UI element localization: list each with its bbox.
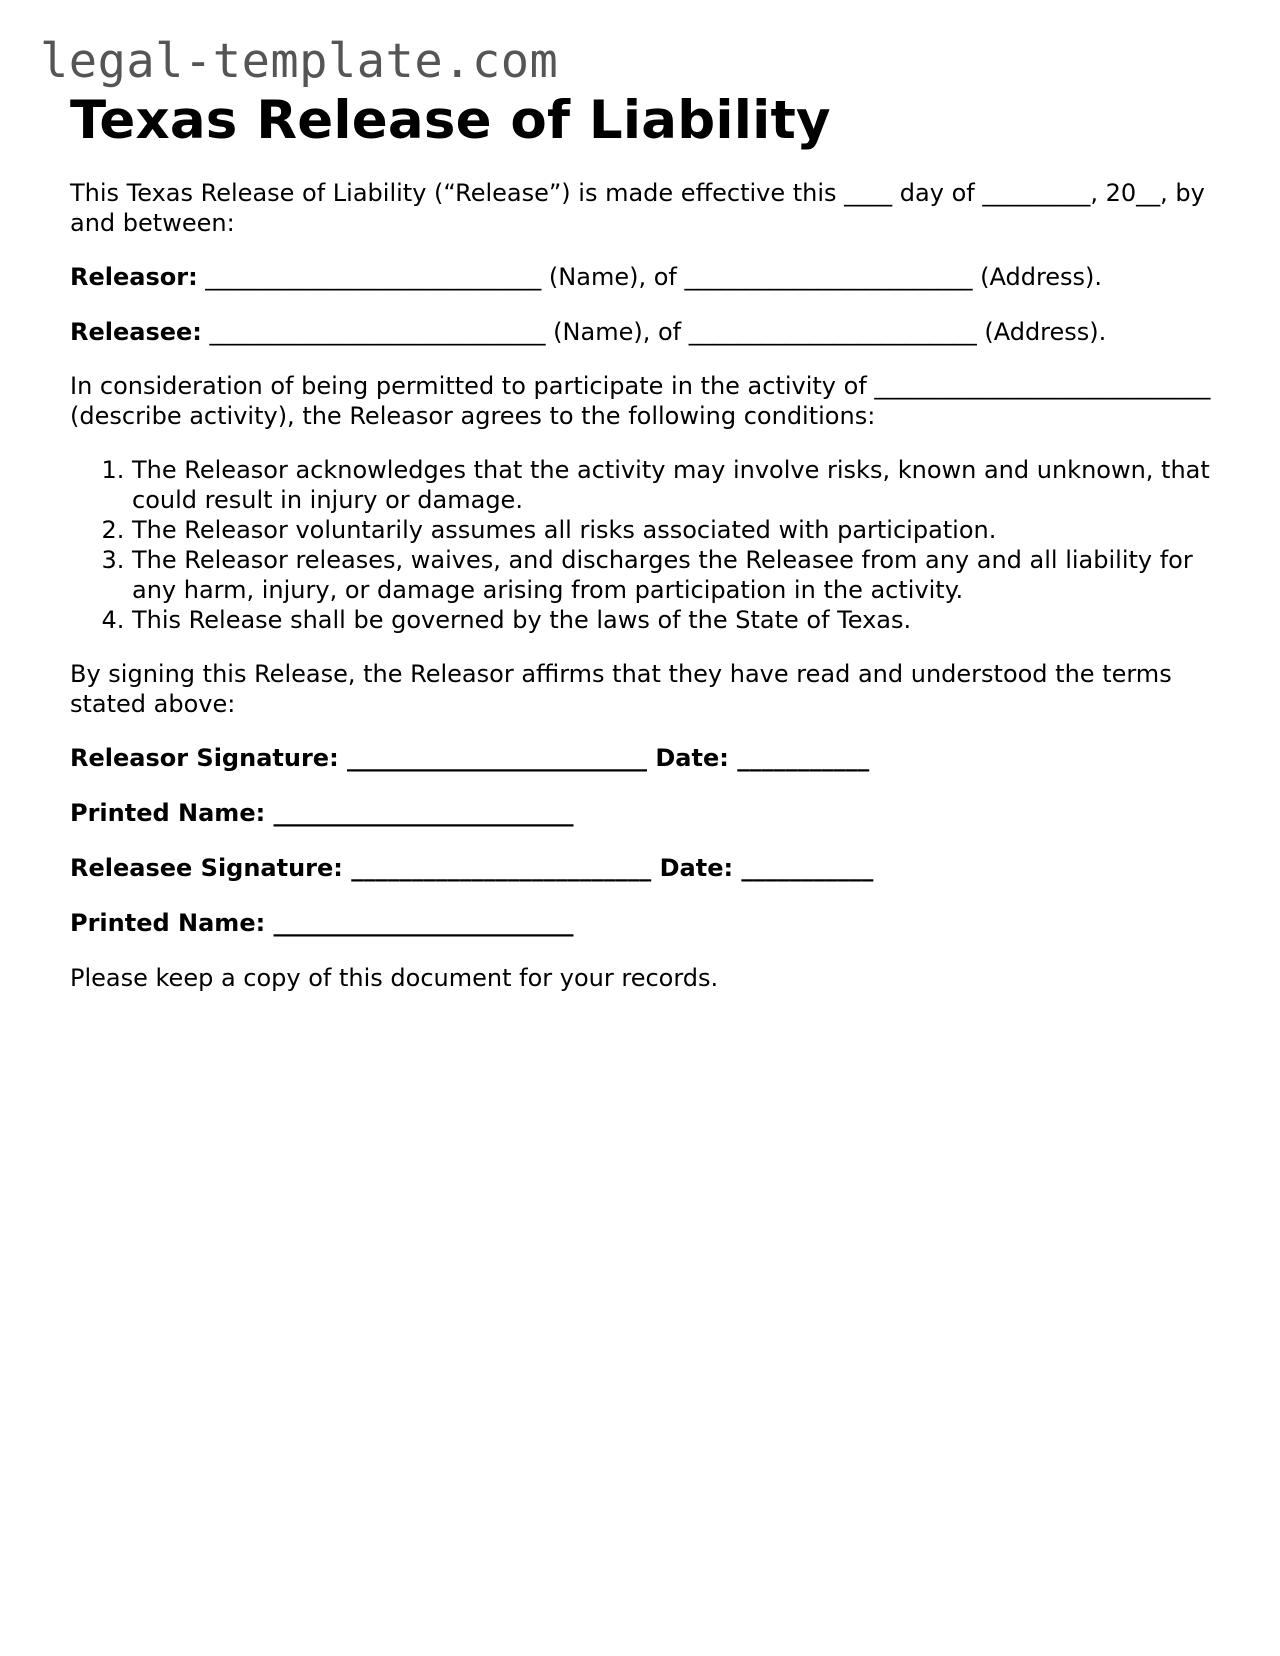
- releasor-fields: ____________________________ (Name), of ________________________ (Address).: [197, 263, 1103, 291]
- watermark-logo: legal-template.com: [40, 34, 559, 89]
- releasor-printed-name-line: [70, 798, 1220, 828]
- releasee-label: Releasee:: [70, 318, 202, 346]
- consideration-paragraph: In consideration of being permitted to participate in the activity of ____________________________ (describe activity), the Releasor agrees to the following conditions:: [70, 372, 1211, 430]
- releasor-signature-line: [70, 743, 1220, 773]
- conditions-list: [70, 455, 1220, 635]
- condition-item: 2. The Releasor voluntarily assumes all risks associated with participation.: [132, 515, 1220, 545]
- condition-item: 3. The Releasor releases, waives, and discharges the Releasee from any and all liability for any harm, injury, or damage arising from participation in the activity.: [132, 545, 1220, 605]
- releasee-signature-line: [70, 853, 1220, 883]
- releasor-label: Releasor:: [70, 263, 198, 291]
- releasee-line: [70, 317, 1220, 347]
- releasee-signature-text: Releasee Signature: _________________________ Date: ___________: [70, 854, 874, 882]
- condition-item: 4. This Release shall be governed by the laws of the State of Texas.: [132, 605, 1220, 635]
- releasee-printed-name-line: [70, 908, 1220, 938]
- releasee-fields: ____________________________ (Name), of ________________________ (Address).: [201, 318, 1107, 346]
- closing-note: Please keep a copy of this document for your records.: [70, 964, 719, 992]
- releasor-line: [70, 262, 1220, 292]
- intro-paragraph: This Texas Release of Liability (“Release”) is made effective this ____ day of _________, 20__, by and between:: [70, 179, 1205, 237]
- condition-item: 1. The Releasor acknowledges that the activity may involve risks, known and unknown, that could result in injury or damage.: [132, 455, 1220, 515]
- releasor-signature-text: Releasor Signature: _________________________ Date: ___________: [70, 744, 870, 772]
- document-body: [70, 88, 1220, 993]
- document-title: Texas Release of Liability: [70, 90, 831, 151]
- releasee-printed-name-text: Printed Name: _________________________: [70, 909, 574, 937]
- affirmation-paragraph: By signing this Release, the Releasor affirms that they have read and understood the terms stated above:: [70, 660, 1172, 718]
- releasor-printed-name-text: Printed Name: _________________________: [70, 799, 574, 827]
